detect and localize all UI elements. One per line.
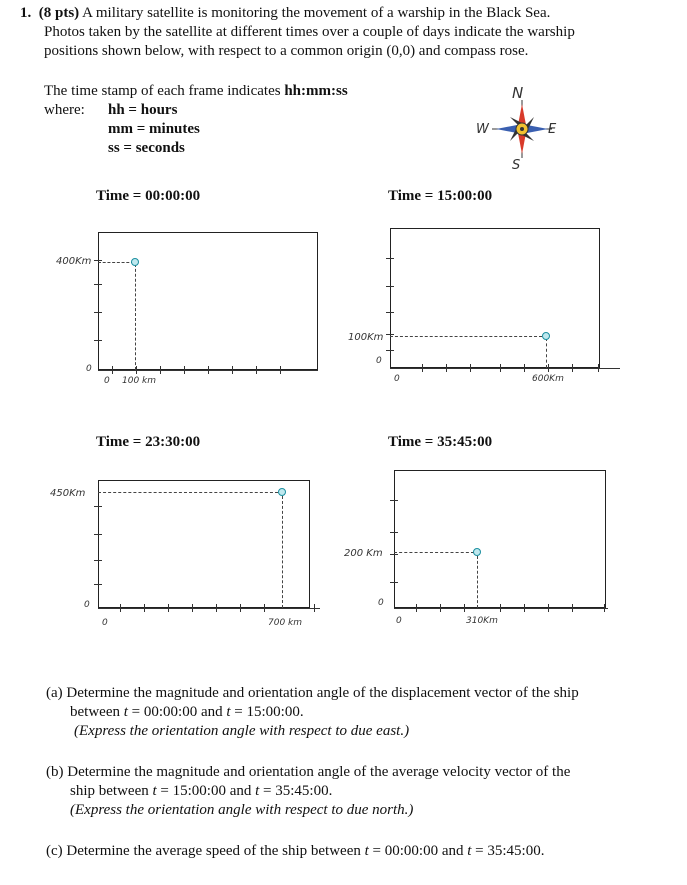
compass-rose: [472, 84, 572, 176]
panel-1-x-tick: [256, 366, 257, 374]
panel-2-frame: [390, 228, 600, 368]
panel-3-plot: [44, 476, 334, 636]
panel-3-frame: [98, 480, 310, 608]
panel-3-title: Time = 23:30:00: [96, 434, 201, 450]
panel-2-x-tick: [500, 364, 501, 372]
panel-1-title: Time = 00:00:00: [96, 188, 201, 204]
ship-marker-icon: [131, 258, 139, 266]
intro-line-3: positions shown below, with respect to a common origin (0,0) and compass rose.: [44, 43, 529, 59]
qa-mid: = 00:00:00 and: [127, 704, 227, 720]
panel-1-x-tick: [160, 366, 161, 374]
ship-marker-icon: [278, 488, 286, 496]
panel-4-x-tick: [416, 604, 417, 612]
panel-4-origin-x: 0: [396, 616, 402, 626]
panel-1-x-label: 100 km: [122, 376, 157, 386]
panel-4-x-tick: [572, 604, 573, 612]
question-b-note: (Express the orientation angle with respect to due north.): [70, 802, 414, 818]
panel-1-plot: [50, 228, 330, 398]
panel-3-x-tick: [314, 604, 315, 612]
compass-south: S: [512, 158, 521, 173]
panel-2-x-axis: [390, 368, 620, 369]
hh-def: hh = hours: [108, 102, 178, 118]
panel-2-plot: [340, 224, 640, 394]
panel-4-frame: [394, 470, 606, 608]
panel-2-x-label: 600Km: [532, 374, 564, 384]
panel-3-x-tick: [192, 604, 193, 612]
qc-t2: t: [467, 843, 472, 859]
panel-3-x-guide: [282, 496, 283, 608]
panel-4-y-guide: [394, 552, 474, 553]
panel-4-title: Time = 35:45:00: [388, 434, 493, 450]
panel-1-x-tick: [136, 366, 137, 374]
panel-4-y-tick: [390, 554, 398, 555]
panel-3-x-tick: [120, 604, 121, 612]
panel-1-y-tick: [94, 284, 102, 285]
qb-t2: t: [255, 783, 260, 799]
panel-4-x-axis: [394, 608, 608, 609]
panel-2-y-tick: [386, 258, 394, 259]
panel-2-origin-x: 0: [394, 374, 400, 384]
panel-4-x-tick: [464, 604, 465, 612]
panel-1-x-tick: [280, 366, 281, 374]
panel-4-x-guide: [477, 556, 478, 608]
panel-4-y-tick: [390, 532, 398, 533]
panel-3-x-tick: [216, 604, 217, 612]
question-a: [46, 684, 676, 741]
panel-3-y-tick: [94, 560, 102, 561]
where-line: [44, 101, 348, 120]
question-b-line-2: [46, 782, 676, 801]
panel-3-x-tick: [240, 604, 241, 612]
qa-t2: t: [226, 704, 231, 720]
qa-end: = 15:00:00.: [230, 704, 304, 720]
panel-4-y-label: 200 Km: [344, 548, 383, 559]
panel-2-x-tick: [446, 364, 447, 372]
panel-3-y-tick: [94, 584, 102, 585]
panel-2-y-tick: [386, 286, 394, 287]
panel-2-y-guide: [390, 336, 542, 337]
where-label: where:: [44, 102, 85, 118]
panel-2-x-tick: [422, 364, 423, 372]
panel-2-x-tick: [572, 364, 573, 372]
panel-1-origin-y: 0: [86, 364, 92, 374]
panel-3-y-tick: [94, 534, 102, 535]
panel-1-x-guide: [135, 264, 136, 370]
panel-4-y-tick: [390, 500, 398, 501]
qb-mid: = 15:00:00 and: [156, 783, 256, 799]
panel-2-x-tick: [470, 364, 471, 372]
panel-1-origin-x: 0: [104, 376, 110, 386]
question-b: [46, 763, 676, 820]
mm-def: mm = minutes: [108, 121, 200, 137]
panel-1-y-tick: [94, 260, 102, 261]
panel-4-x-tick: [500, 604, 501, 612]
qb-end: = 35:45:00.: [259, 783, 333, 799]
panel-1-y-tick: [94, 312, 102, 313]
timestamp-format: hh:mm:ss: [284, 83, 348, 99]
qb-t1: t: [152, 783, 157, 799]
timestamp-text: The time stamp of each frame indicates: [44, 83, 285, 99]
panel-1-x-tick: [112, 366, 113, 374]
panel-1-y-label: 400Km: [56, 256, 92, 267]
panel-3-x-tick: [264, 604, 265, 612]
panel-2-y-label: 100Km: [348, 332, 384, 343]
question-a-line-1: (a) Determine the magnitude and orientation angle of the displacement vector of the ship: [46, 685, 579, 701]
panel-1-x-tick: [232, 366, 233, 374]
panel-4-x-tick: [548, 604, 549, 612]
intro-line-2: Photos taken by the satellite at different times over a couple of days indicate the warship: [44, 24, 575, 40]
ship-marker-icon: [542, 332, 550, 340]
compass-star-icon: [490, 98, 557, 160]
compass-west: W: [476, 122, 489, 137]
panel-3-x-label: 700 km: [268, 618, 303, 628]
ship-marker-icon: [473, 548, 481, 556]
problem-points: (8 pts): [38, 5, 80, 21]
qc-t1: t: [364, 843, 369, 859]
panel-3-y-tick: [94, 506, 102, 507]
qc-mid: = 00:00:00 and: [368, 843, 468, 859]
panel-4-x-tick: [440, 604, 441, 612]
panel-1-x-tick: [208, 366, 209, 374]
panel-2-y-tick: [386, 350, 394, 351]
panel-1-y-tick: [94, 340, 102, 341]
panel-2-y-tick: [386, 334, 394, 335]
panel-4-x-tick: [604, 604, 605, 612]
problem-intro: [20, 4, 670, 61]
panel-3-x-tick: [144, 604, 145, 612]
panel-3-y-guide: [98, 492, 278, 493]
panel-2-origin-y: 0: [376, 356, 382, 366]
question-a-line-2: [46, 703, 676, 722]
timestamp-line: [44, 82, 348, 101]
intro-line-1: [20, 4, 670, 23]
panel-4-plot: [340, 466, 640, 636]
panel-4-x-tick: [524, 604, 525, 612]
panel-4-y-tick: [390, 582, 398, 583]
panel-2-y-tick: [386, 312, 394, 313]
panel-2-x-guide: [546, 338, 547, 368]
timestamp-explanation: [44, 82, 348, 158]
qa-t1: t: [123, 704, 128, 720]
panel-1-y-guide: [98, 262, 134, 263]
qc-pre: (c) Determine the average speed of the ship between: [46, 843, 365, 859]
panel-3-x-tick: [168, 604, 169, 612]
panel-1-x-tick: [184, 366, 185, 374]
qa-pre: between: [70, 704, 124, 720]
problem-number: 1.: [20, 5, 32, 21]
compass-east: E: [548, 122, 557, 137]
compass-north: N: [512, 84, 524, 102]
panel-2-x-tick: [548, 364, 549, 372]
question-a-note: (Express the orientation angle with respect to due east.): [74, 723, 410, 739]
intro-text-1: A military satellite is monitoring the movement of a warship in the Black Sea.: [82, 5, 551, 21]
panel-2-x-tick: [524, 364, 525, 372]
panel-3-y-label: 450Km: [50, 488, 86, 499]
question-c: [46, 842, 676, 861]
panel-2-x-tick: [598, 364, 599, 372]
panel-3-origin-y: 0: [84, 600, 90, 610]
panel-1-frame: [98, 232, 318, 370]
panel-2-title: Time = 15:00:00: [388, 188, 493, 204]
qc-end: = 35:45:00.: [471, 843, 545, 859]
panel-3-origin-x: 0: [102, 618, 108, 628]
qb-pre: ship between: [70, 783, 153, 799]
panel-4-x-label: 310Km: [466, 616, 498, 626]
panel-4-origin-y: 0: [378, 598, 384, 608]
ss-def: ss = seconds: [108, 140, 185, 156]
panel-3-x-axis: [98, 608, 320, 609]
question-b-line-1: (b) Determine the magnitude and orientation angle of the average velocity vector of the: [46, 764, 571, 780]
